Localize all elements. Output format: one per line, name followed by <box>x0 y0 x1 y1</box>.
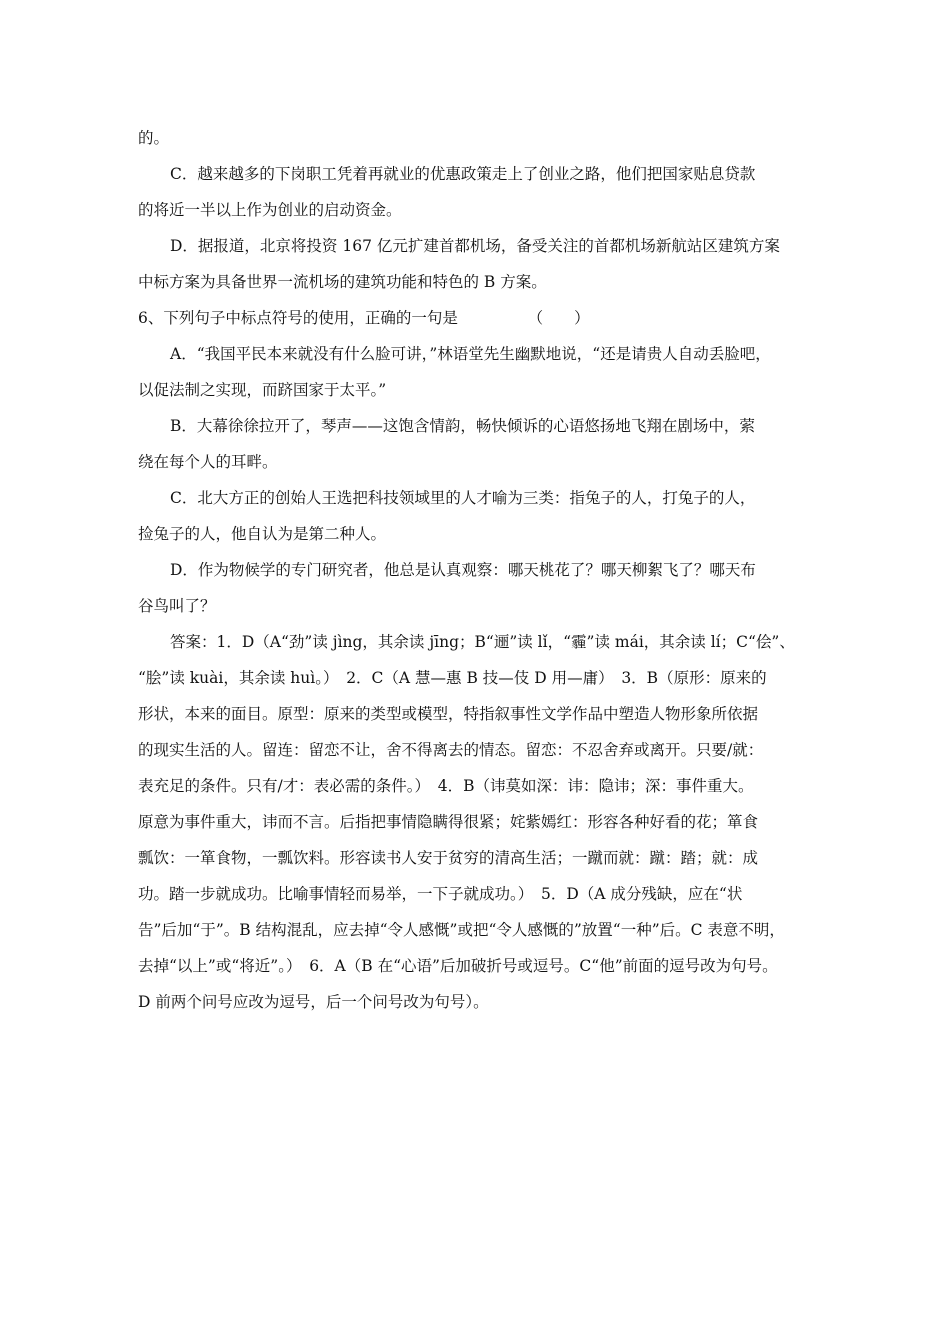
text-line: 的将近一半以上作为创业的启动资金。 <box>138 201 402 219</box>
text-line: 中标方案为具备世界一流机场的建筑功能和特色的 B 方案。 <box>138 273 547 291</box>
answer-line: 去掉“以上”或“将近”。） 6．A（B 在“心语”后加破折号或逗号。C“他”前面的逗号改为句号。 <box>138 957 778 975</box>
answer-line: 原意为事件重大，讳而不言。后指把事情隐瞒得很紧；姹紫嫣红：形容各种好看的花；箪食 <box>138 813 759 831</box>
answer-line: 瓢饮：一箪食物，一瓢饮料。形容读书人安于贫穷的清高生活；一蹴而就：蹴：踏；就：成 <box>138 849 759 867</box>
question-heading: 6、下列句子中标点符号的使用，正确的一句是 （ ） <box>138 309 590 327</box>
text-line: 谷鸟叫了？ <box>138 597 216 615</box>
answer-line: 告”后加“于”。B 结构混乱，应去掉“令人感慨”或把“令人感慨的”放置“一种”后。C 表意不明， <box>138 921 785 939</box>
text-line: A．“我国平民本来就没有什么脸可讲，”林语堂先生幽默地说，“还是请贵人自动丢脸吧， <box>170 345 771 363</box>
answer-line: 形状，本来的面目。原型：原来的类型或模型，特指叙事性文学作品中塑造人物形象所依据 <box>138 705 759 723</box>
text-line: 捡兔子的人，他自认为是第二种人。 <box>138 525 387 543</box>
text-line: C．北大方正的创始人王选把科技领域里的人才喻为三类：指兔子的人，打兔子的人， <box>170 489 756 507</box>
answer-line: “脍”读 kuài，其余读 huì。） 2．C（A 慧—惠 B 技—伎 D 用—庸） 3．B（原形：原来的 <box>138 669 767 687</box>
answer-line: 表充足的条件。只有/才：表必需的条件。） 4．B（讳莫如深：讳：隐讳；深：事件重大。 <box>138 777 754 795</box>
answer-line: D 前两个问号应改为逗号，后一个问号改为句号）。 <box>138 993 489 1011</box>
text-line: 以促法制之实现，而跻国家于太平。” <box>138 381 387 399</box>
answer-line: 答案：1．D（A“劲”读 jìng，其余读 jīng；B“逦”读 lǐ，“霾”读 mái，其余读 lí；C“侩”、 <box>170 633 795 651</box>
text-line: C．越来越多的下岗职工凭着再就业的优惠政策走上了创业之路，他们把国家贴息贷款 <box>170 165 756 183</box>
text-line: B．大幕徐徐拉开了，琴声——这饱含情韵，畅快倾诉的心语悠扬地飞翔在剧场中，萦 <box>170 417 755 435</box>
answer-line: 的现实生活的人。留连：留恋不让，舍不得离去的情态。留恋：不忍舍弃或离开。只要/就： <box>138 741 764 759</box>
text-line: D．作为物候学的专门研究者，他总是认真观察：哪天桃花了？哪天柳絮飞了？哪天布 <box>170 561 756 579</box>
text-line: 的。 <box>138 129 170 147</box>
text-line: D．据报道，北京将投资 167 亿元扩建首都机场，备受关注的首都机场新航站区建筑方案 <box>170 237 780 255</box>
text-line: 绕在每个人的耳畔。 <box>138 453 278 471</box>
answer-line: 功。踏一步就成功。比喻事情轻而易举，一下子就成功。） 5．D（A 成分残缺，应在“状 <box>138 885 743 903</box>
